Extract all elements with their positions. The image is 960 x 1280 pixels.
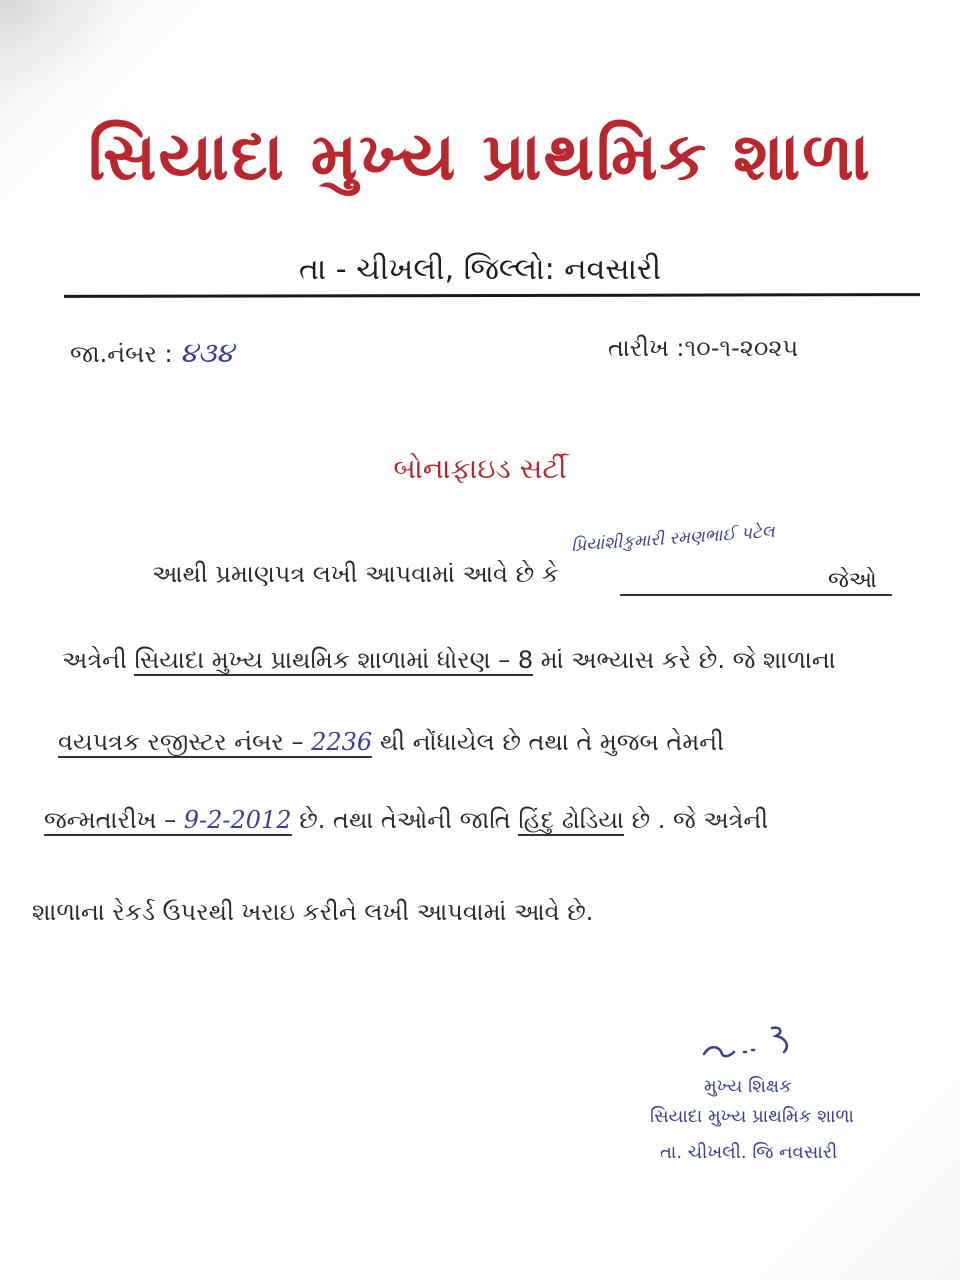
certificate-line-2 [62, 646, 836, 676]
document-title: બોનાફાઇડ સર્ટી [393, 452, 567, 485]
certificate-line-4 [44, 806, 768, 836]
ref-value: ૪૩૪ [180, 336, 234, 369]
line3-suffix: થી નોંધાયેલ છે તથા તે મુજબ તેમની [379, 728, 725, 756]
date-label: તારીખ : [608, 334, 685, 362]
scan-shadow [0, 0, 120, 90]
student-name: પ્રિયાંશીકુમારી રમણભાઈ પટેલ [570, 521, 776, 556]
line1-prefix: આથી પ્રમાણપત્ર લખી આપવામાં આવે છે કે [152, 560, 559, 588]
line2-prefix: અત્રેની [62, 646, 127, 674]
line2-suffix: માં અભ્યાસ કરે છે. જે શાળાના [540, 646, 836, 674]
register-label: વયપત્રક રજીસ્ટર નંબર – [58, 728, 304, 756]
register-number: 2236 [311, 728, 373, 756]
certificate-line-3 [58, 728, 724, 758]
dob-value: 9-2-2012 [183, 806, 292, 834]
line1-suffix: જેઓ [828, 568, 877, 593]
stamp-designation: મુખ્ય શિક્ષક [704, 1076, 792, 1097]
dob-field [44, 806, 292, 836]
principal-signature [700, 1022, 796, 1062]
line4-suffix: છે . જે અત્રેની [631, 806, 769, 834]
ref-label: જા.નંબર : [70, 340, 173, 368]
stamp-school: સિયાદા મુખ્ય પ્રાથમિક શાળા [650, 1106, 854, 1127]
certificate-line-1 [152, 560, 559, 588]
school-and-standard: સિયાદા મુખ્ય પ્રાથમિક શાળામાં ધોરણ – 8 [134, 646, 534, 674]
line4-mid: છે. તથા તેઓની જાતિ [299, 806, 511, 834]
register-field [58, 728, 372, 758]
school-name-heading: સિયાદા મુખ્ય પ્રાથમિક શાળા [88, 118, 872, 195]
header-divider [64, 293, 920, 298]
dob-label: જન્મતારીખ – [44, 806, 177, 834]
student-name-underline [620, 594, 892, 596]
stamp-location: તા. ચીખલી. જિ નવસારી [660, 1142, 838, 1163]
caste-value: હિંદુ ઢોડિયા [518, 806, 624, 834]
certificate-line-5: શાળાના રેકર્ડ ઉપરથી ખરાઇ કરીને લખી આપવામાં આવે છે. [32, 898, 594, 926]
reference-number [70, 336, 234, 370]
issue-date [608, 334, 798, 362]
school-address: તા - ચીખલી, જિલ્લો: નવસારી [298, 252, 662, 287]
date-value: ૧૦-૧-૨૦૨૫ [684, 334, 799, 362]
